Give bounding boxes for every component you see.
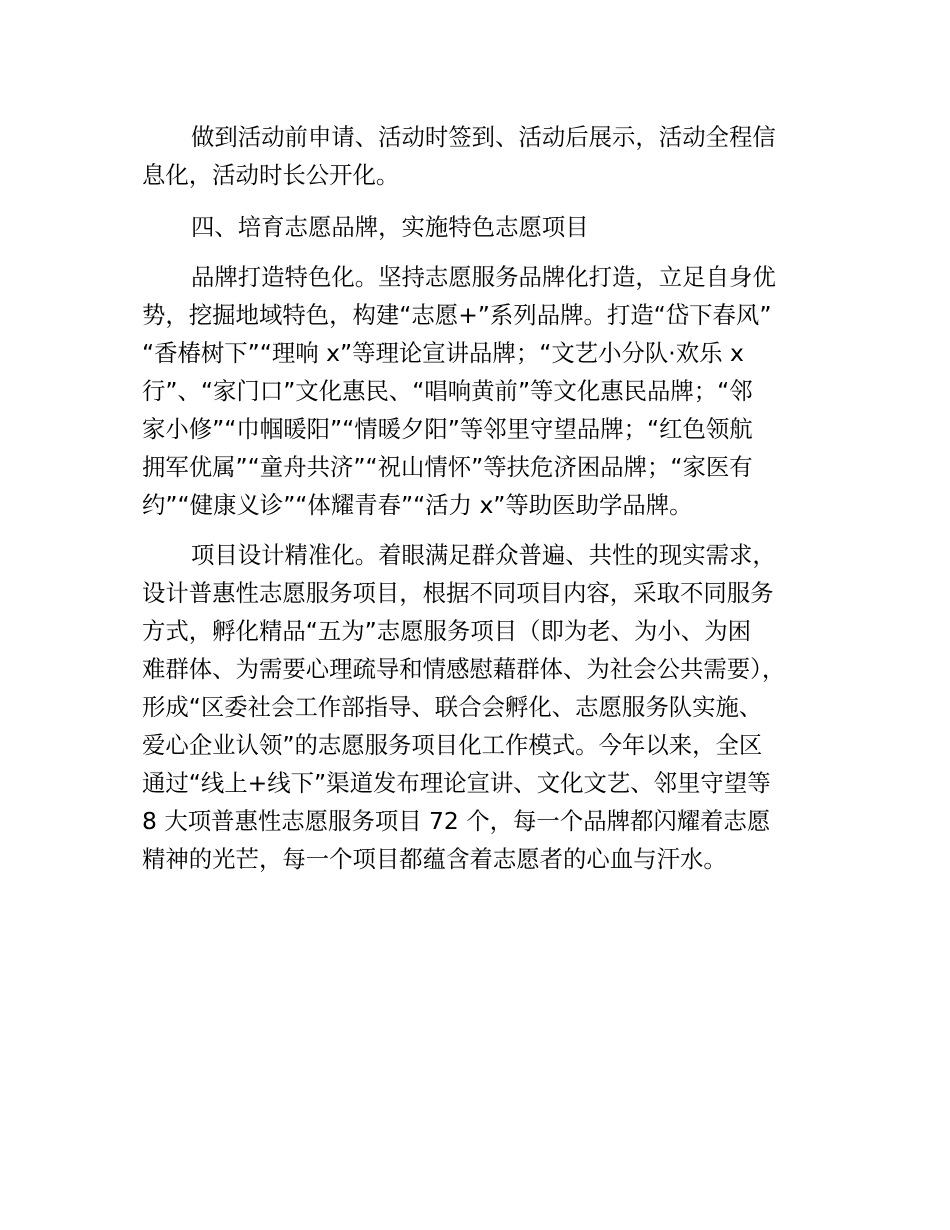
section-heading (142, 208, 822, 246)
paragraph-spacer (142, 524, 822, 536)
paragraph-line: 8 大项普惠性志愿服务项目 72 个，每一个品牌都闪耀着志愿 (142, 807, 771, 835)
paragraph-line: 约”“健康义诊”“体耀青春”“活力 x”等助医助学品牌。 (142, 491, 693, 519)
paragraph-line: 方式，孵化精品“五为”志愿服务项目（即为老、为小、为困 (142, 617, 751, 645)
paragraph-spacer (142, 246, 822, 258)
paragraph-line: 势，挖掘地域特色，构建“志愿+”系列品牌。打造“岱下春风” (142, 301, 772, 329)
paragraph-line: 息化，活动时长公开化。 (142, 161, 400, 189)
paragraph-line: 行”、“家门口”文化惠民、“唱响黄前”等文化惠民品牌；“邻 (142, 377, 753, 405)
heading-line: 四、培育志愿品牌，实施特色志愿项目 (191, 213, 589, 241)
paragraph-line: 品牌打造特色化。坚持志愿服务品牌化打造，立足自身优 (191, 263, 776, 291)
paragraph-project (142, 536, 822, 878)
paragraph-line: “香椿树下”“理响 x”等理论宣讲品牌；“文艺小分队·欢乐 x (142, 339, 744, 367)
paragraph-line: 家小修”“巾帼暖阳”“情暖夕阳”等邻里守望品牌；“红色领航 (142, 415, 753, 443)
paragraph-line: 项目设计精准化。着眼满足群众普遍、共性的现实需求， (191, 541, 776, 569)
paragraph-1 (142, 118, 822, 194)
paragraph-line: 设计普惠性志愿服务项目，根据不同项目内容，采取不同服务 (142, 579, 774, 607)
paragraph-spacer (142, 194, 822, 208)
paragraph-line: 拥军优属”“童舟共济”“祝山情怀”等扶危济困品牌；“家医有 (142, 453, 753, 481)
document-body (142, 118, 822, 878)
paragraph-brand (142, 258, 822, 524)
paragraph-line: 难群体、为需要心理疏导和情感慰藉群体、为社会公共需要）， (142, 655, 786, 683)
paragraph-line: 精神的光芒，每一个项目都蕴含着志愿者的心血与汗水。 (142, 845, 727, 873)
paragraph-line: 形成“区委社会工作部指导、联合会孵化、志愿服务队实施、 (142, 693, 763, 721)
paragraph-line: 做到活动前申请、活动时签到、活动后展示，活动全程信 (191, 123, 776, 151)
paragraph-line: 通过“线上+线下”渠道发布理论宣讲、文化文艺、邻里守望等 (142, 769, 771, 797)
paragraph-line: 爱心企业认领”的志愿服务项目化工作模式。今年以来，全区 (142, 731, 763, 759)
